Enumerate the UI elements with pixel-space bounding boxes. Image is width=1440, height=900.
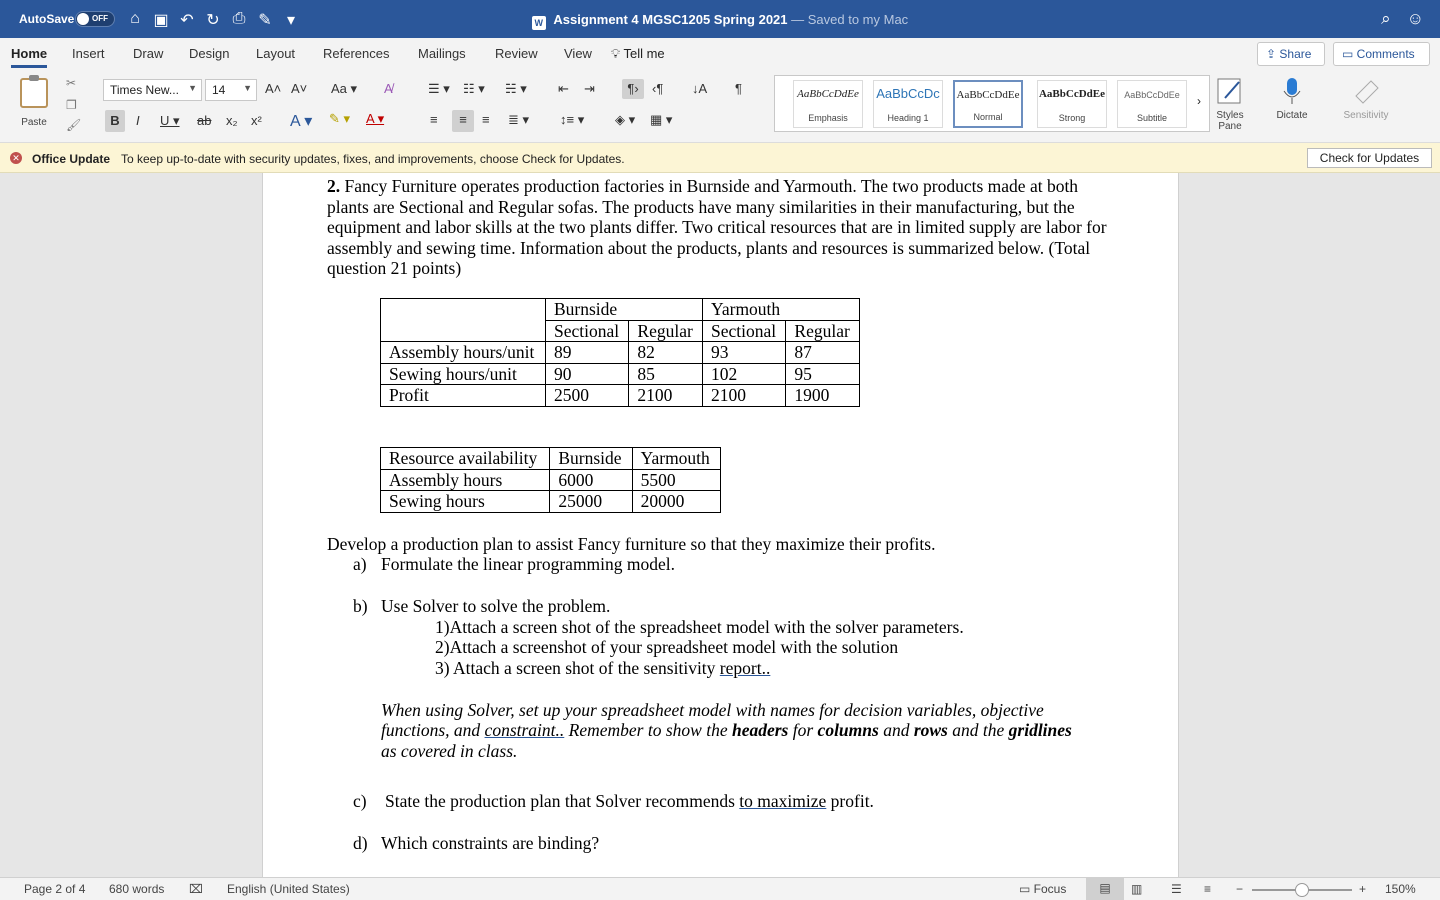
close-icon[interactable]: ✕ <box>10 152 22 164</box>
tab-home[interactable]: Home <box>11 46 48 61</box>
table-row <box>381 491 721 513</box>
table-header: Resource availability <box>381 448 550 470</box>
align-left-icon[interactable]: ≡ <box>430 112 438 127</box>
focus-icon: ▭ <box>1019 882 1034 896</box>
autosave-state: OFF <box>92 14 108 23</box>
ribbon <box>0 70 1440 143</box>
comments-label: Comments <box>1356 47 1415 61</box>
chevron-down-icon: ▼ <box>188 83 197 93</box>
item-b3-link: report.. <box>719 658 771 678</box>
font-name-value: Times New... <box>110 83 179 97</box>
table-cell <box>381 299 546 342</box>
ltr-icon[interactable]: ¶› <box>622 79 644 99</box>
tab-design[interactable]: Design <box>189 46 230 61</box>
item-c-text: State the production plan that Solver recommends <box>385 791 740 811</box>
document-title <box>0 12 1440 30</box>
check-for-updates-button[interactable]: Check for Updates <box>1307 148 1432 168</box>
sort-icon[interactable]: ↓A <box>692 81 708 96</box>
web-layout-icon[interactable]: ▥ <box>1131 882 1143 896</box>
strikethrough-icon[interactable]: ab <box>197 113 212 128</box>
item-b3 <box>435 658 770 679</box>
saved-status[interactable]: — Saved to my Mac <box>791 12 909 27</box>
tab-insert[interactable]: Insert <box>72 46 105 61</box>
style-heading-1[interactable] <box>873 80 943 128</box>
table-header: Yarmouth <box>632 448 720 470</box>
subscript-icon[interactable]: x₂ <box>226 113 238 128</box>
sensitivity-label: Sensitivity <box>1343 110 1389 121</box>
table-cell: 2100 <box>702 385 785 407</box>
list-marker-b: b) <box>353 596 368 616</box>
row-label: Sewing hours <box>381 491 550 513</box>
list-marker-c: c) <box>353 791 367 811</box>
decrease-indent-icon[interactable]: ⇤ <box>558 81 569 96</box>
office-update-bar <box>0 143 1440 173</box>
note-bold: headers <box>731 720 789 740</box>
superscript-icon[interactable]: x² <box>251 113 262 128</box>
style-name: Subtitle <box>1136 113 1168 123</box>
title-bar <box>0 0 1440 38</box>
zoom-out-icon[interactable]: − <box>1236 882 1244 896</box>
style-name: Emphasis <box>808 113 848 123</box>
share-icon: ⇪ <box>1266 47 1280 61</box>
share-label: Share <box>1279 47 1312 61</box>
item-b-text: Use Solver to solve the problem. <box>381 596 611 616</box>
table-row <box>381 469 721 491</box>
table-row <box>381 363 860 385</box>
table-subheader: Sectional <box>702 320 785 342</box>
note-text: and the <box>947 720 1009 740</box>
style-preview: AaBbCcDdEe <box>1124 90 1180 100</box>
line-spacing-icon[interactable]: ↕≡ ▾ <box>560 112 585 127</box>
note-bold: columns <box>817 720 879 740</box>
status-bar <box>0 877 1440 900</box>
resource-table <box>380 447 721 513</box>
print-icon[interactable]: ⎙ <box>232 10 246 27</box>
document-page[interactable] <box>262 173 1179 877</box>
item-b1-text: 1)Attach a screen shot of the spreadsheet model with the solver parameters. <box>435 617 964 637</box>
table-cell: 93 <box>702 342 785 364</box>
table-cell: 89 <box>545 342 628 364</box>
print-layout-icon[interactable]: ▤ <box>1086 878 1124 900</box>
save-icon[interactable]: ▣ <box>153 12 169 29</box>
bullets-icon[interactable]: ☰ ▾ <box>428 81 450 96</box>
home-icon[interactable]: ⌂ <box>130 10 140 27</box>
style-name: Heading 1 <box>887 113 929 123</box>
copy-icon[interactable]: ❐ <box>66 98 77 112</box>
font-color-icon[interactable]: A ▾ <box>366 111 385 126</box>
borders-icon[interactable]: ▦ ▾ <box>650 112 673 127</box>
question-number: 2. <box>327 176 341 196</box>
table-header: Burnside <box>550 448 632 470</box>
note-line-1: When using Solver, set up your spreadsheet model with names for decision variables, objective <box>381 700 1044 720</box>
intro-text: Fancy Furniture operates production factories in Burnside and Yarmouth. The two products made at both plants are Sectional and Regular sofas. The products have many similarities in their manufacturing, but the equipment and labor skills at the two plants differ. Two critical resources that are in limited supply are labor for assembly and sewing time. Information about the products, plants and resources is summarized below. (Total question 21 points) <box>327 176 1107 279</box>
note-text: for <box>788 720 818 740</box>
underline-icon[interactable]: U ▾ <box>160 113 180 128</box>
show-formatting-icon[interactable]: ¶ <box>735 81 742 96</box>
table-cell: 2500 <box>545 385 628 407</box>
redo-icon[interactable]: ↻ <box>206 12 220 29</box>
word-count[interactable]: 680 words <box>109 882 165 896</box>
style-normal[interactable] <box>953 80 1023 128</box>
document-name: Assignment 4 MGSC1205 Spring 2021 <box>553 12 788 27</box>
chevron-right-icon[interactable]: › <box>1197 94 1201 108</box>
table-cell: 1900 <box>786 385 860 407</box>
sensitivity-icon <box>1351 76 1381 106</box>
focus-button[interactable] <box>1019 882 1066 896</box>
rtl-icon[interactable]: ‹¶ <box>652 81 664 96</box>
table-cell: 2100 <box>629 385 703 407</box>
style-name: Normal <box>973 112 1003 122</box>
note-bold: gridlines <box>1008 720 1072 740</box>
develop-text: Develop a production plan to assist Fancy furniture so that they maximize their profits. <box>327 534 936 554</box>
table-header: Burnside <box>545 299 702 321</box>
tab-view[interactable]: View <box>564 46 592 61</box>
style-name: Strong <box>1058 113 1086 123</box>
ribbon-tabs <box>0 38 1440 70</box>
draft-view-icon[interactable]: ≡ <box>1204 882 1212 896</box>
style-strong[interactable] <box>1037 80 1107 128</box>
change-case-icon[interactable]: Aa ▾ <box>331 81 358 96</box>
tell-me-search[interactable] <box>611 46 665 62</box>
bold-icon[interactable]: B <box>105 110 125 132</box>
note-bold: rows <box>913 720 948 740</box>
style-preview: AaBbCcDc <box>876 86 940 101</box>
row-label: Assembly hours/unit <box>381 342 546 364</box>
numbering-icon[interactable]: ☷ ▾ <box>463 81 485 96</box>
styles-gallery <box>774 75 1210 132</box>
zoom-slider-handle[interactable] <box>1295 883 1309 897</box>
table-subheader: Sectional <box>545 320 628 342</box>
lightbulb-icon: 💡︎ <box>611 46 624 61</box>
paste-button[interactable] <box>14 78 54 128</box>
font-size-value: 14 <box>212 83 226 97</box>
table-row <box>381 342 860 364</box>
cut-icon[interactable]: ✂ <box>66 76 77 90</box>
styles-pane-icon <box>1215 76 1245 106</box>
table-cell: 82 <box>629 342 703 364</box>
page-count[interactable]: Page 2 of 4 <box>24 882 86 896</box>
tab-layout[interactable]: Layout <box>256 46 296 61</box>
autosave-label: AutoSave <box>19 12 75 26</box>
style-subtitle[interactable] <box>1117 80 1187 128</box>
table-cell: 85 <box>629 363 703 385</box>
item-d-text: Which constraints are binding? <box>381 833 600 853</box>
table-subheader: Regular <box>629 320 703 342</box>
notice-message: To keep up-to-date with security updates, fixes, and improvements, choose Check for Updates. <box>121 152 625 166</box>
tab-references[interactable]: References <box>323 46 390 61</box>
table-cell: 6000 <box>550 469 632 491</box>
comment-icon: ▭ <box>1342 47 1357 61</box>
list-marker-a: a) <box>353 554 367 574</box>
product-table <box>380 298 860 407</box>
question-intro <box>327 176 1117 279</box>
paste-label: Paste <box>21 117 47 128</box>
table-cell: 5500 <box>632 469 720 491</box>
note-text: Remember to show the <box>564 720 732 740</box>
style-preview: AaBbCcDdEe <box>1038 88 1105 100</box>
tab-draw[interactable]: Draw <box>133 46 164 61</box>
row-label: Assembly hours <box>381 469 550 491</box>
table-cell: 25000 <box>550 491 632 513</box>
language-status[interactable]: English (United States) <box>227 882 350 896</box>
dictate-label: Dictate <box>1276 110 1308 121</box>
table-cell: 87 <box>786 342 860 364</box>
text-effects-icon[interactable]: A ▾ <box>290 113 313 130</box>
customize-toolbar-icon[interactable]: ▾ <box>286 12 296 29</box>
proofing-icon[interactable]: ⌧ <box>189 882 203 896</box>
font-name-select[interactable] <box>103 79 202 101</box>
styles-pane-label: Styles Pane <box>1216 110 1244 132</box>
table-header: Yarmouth <box>702 299 859 321</box>
tab-mailings[interactable]: Mailings <box>418 46 466 61</box>
style-preview: AaBbCcDdEe <box>956 89 1020 101</box>
note-line-3: as covered in class. <box>381 741 518 761</box>
table-subheader: Regular <box>786 320 860 342</box>
microphone-icon <box>1277 76 1307 106</box>
align-right-icon[interactable]: ≡ <box>482 112 490 127</box>
note-text: and <box>878 720 914 740</box>
share-button[interactable] <box>1257 42 1325 66</box>
search-icon[interactable]: ⌕ <box>1381 9 1391 28</box>
sensitivity-button[interactable] <box>1336 76 1396 121</box>
table-cell: 20000 <box>632 491 720 513</box>
dictate-button[interactable] <box>1270 76 1314 121</box>
note-line-2 <box>381 720 1072 741</box>
focus-label: Focus <box>1033 882 1067 896</box>
table-cell: 95 <box>786 363 860 385</box>
styles-pane-button[interactable] <box>1212 76 1248 132</box>
tell-me-label: Tell me <box>623 46 665 61</box>
edit-icon[interactable]: ✎ <box>258 12 272 29</box>
item-c <box>385 791 874 812</box>
table-cell: 90 <box>545 363 628 385</box>
multilevel-list-icon[interactable]: ☵ ▾ <box>505 81 527 96</box>
highlight-color-icon[interactable]: ✎ ▾ <box>329 111 351 126</box>
item-b2-text: 2)Attach a screenshot of your spreadsheet model with the solution <box>435 637 899 657</box>
font-size-select[interactable] <box>205 79 257 101</box>
increase-indent-icon[interactable]: ⇥ <box>584 81 595 96</box>
format-painter-icon[interactable]: 🖌︎ <box>66 118 82 132</box>
notice-title: Office Update <box>32 152 111 166</box>
style-emphasis[interactable] <box>793 80 863 128</box>
note-text: functions, and <box>381 720 485 740</box>
row-label: Profit <box>381 385 546 407</box>
shrink-font-icon[interactable]: A˅ <box>291 81 308 96</box>
item-a-text: Formulate the linear programming model. <box>381 554 676 574</box>
item-c-link: to maximize <box>739 791 827 811</box>
table-row <box>381 385 860 407</box>
zoom-level[interactable]: 150% <box>1385 882 1416 896</box>
row-label: Sewing hours/unit <box>381 363 546 385</box>
align-center-icon[interactable]: ≡ <box>452 110 474 132</box>
chevron-down-icon: ▼ <box>243 83 252 93</box>
italic-icon[interactable]: I <box>136 113 140 128</box>
table-cell: 102 <box>702 363 785 385</box>
item-b3-text: 3) Attach a screen shot of the sensitivity <box>435 658 720 678</box>
title-right-icons <box>1381 9 1424 29</box>
zoom-in-icon[interactable]: + <box>1359 882 1367 896</box>
outline-view-icon[interactable]: ☰ <box>1171 882 1182 896</box>
note-link: constraint.. <box>484 720 565 740</box>
account-icon[interactable]: ☺ <box>1406 9 1424 28</box>
word-doc-icon: W <box>532 16 546 30</box>
tab-review[interactable]: Review <box>495 46 538 61</box>
clear-formatting-icon[interactable]: A̸ <box>384 81 393 96</box>
grow-font-icon[interactable]: A˄ <box>265 81 282 96</box>
justify-icon[interactable]: ≣ ▾ <box>508 112 530 127</box>
list-marker-d: d) <box>353 833 368 853</box>
comments-button[interactable] <box>1333 42 1430 66</box>
undo-icon[interactable]: ↶ <box>180 12 194 29</box>
item-c-text: profit. <box>826 791 874 811</box>
style-preview: AaBbCcDdEe <box>797 88 859 100</box>
clipboard-icon <box>20 78 48 108</box>
shading-icon[interactable]: ◈ ▾ <box>615 112 636 127</box>
